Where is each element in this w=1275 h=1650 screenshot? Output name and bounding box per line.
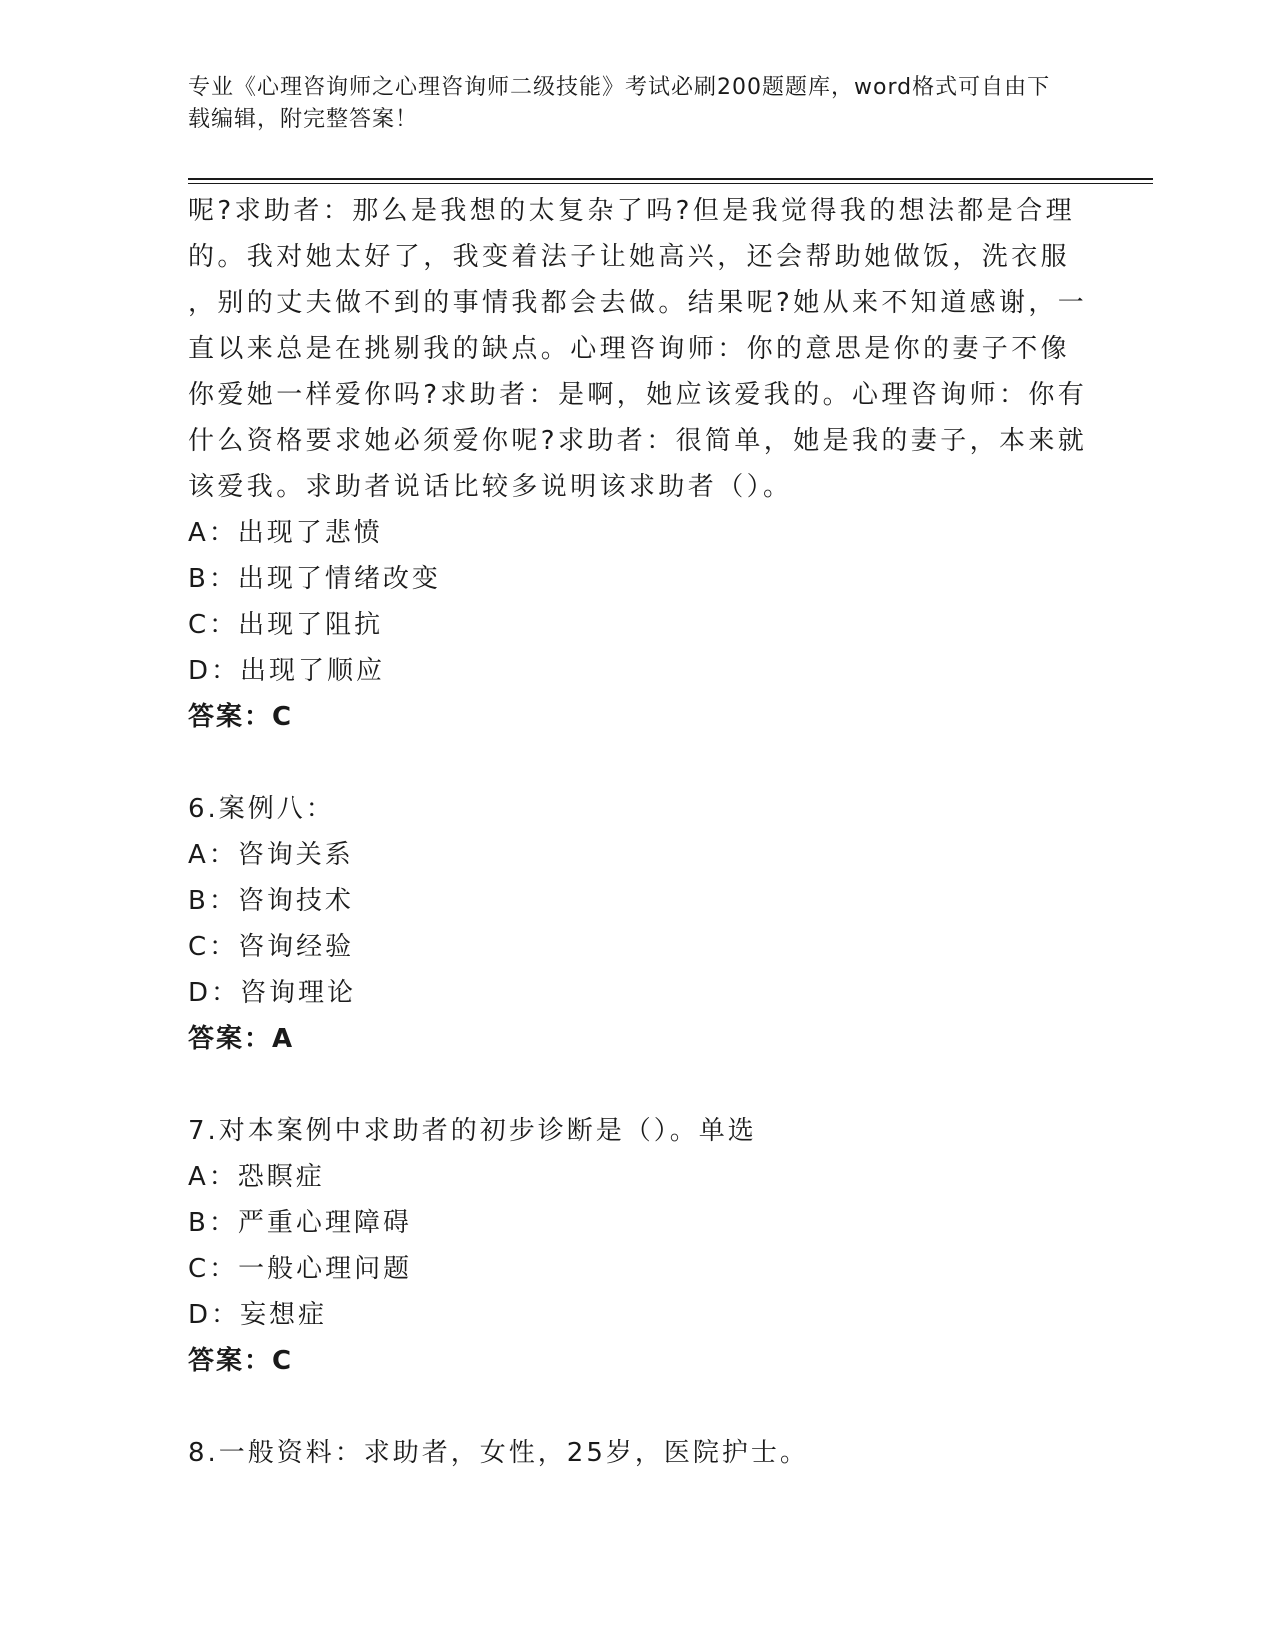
option-d: D：咨询理论 xyxy=(188,978,357,1008)
passage-line: 什么资格要求她必须爱你呢?求助者：很简单，她是我的妻子，本来就 xyxy=(188,426,1088,456)
question-6 xyxy=(188,786,1078,1062)
option-d: D：出现了顺应 xyxy=(188,656,386,686)
header-rule-thick xyxy=(188,178,1153,180)
question-7 xyxy=(188,1108,1078,1384)
option-d: D：妄想症 xyxy=(188,1300,328,1330)
spacer xyxy=(188,1062,1078,1108)
spacer xyxy=(188,1384,1078,1430)
option-c: C：咨询经验 xyxy=(188,932,355,962)
option-b: B：出现了情绪改变 xyxy=(188,564,441,594)
option-a: A：咨询关系 xyxy=(188,840,354,870)
option-a: A：出现了悲愤 xyxy=(188,518,383,548)
passage-line: 直以来总是在挑剔我的缺点。心理咨询师：你的意思是你的妻子不像 xyxy=(188,334,1071,364)
question-title: 8.一般资料：求助者，女性，25岁，医院护士。 xyxy=(188,1438,809,1468)
question-title: 7.对本案例中求助者的初步诊断是（）。单选 xyxy=(188,1116,757,1146)
option-b: B：严重心理障碍 xyxy=(188,1208,412,1238)
option-a: A：恐瞑症 xyxy=(188,1162,325,1192)
spacer xyxy=(188,740,1078,786)
answer-label: 答案：C xyxy=(188,1346,294,1376)
passage-line: ，别的丈夫做不到的事情我都会去做。结果呢?她从来不知道感谢，一 xyxy=(188,288,1088,318)
question-title: 6.案例八： xyxy=(188,794,335,824)
passage-line: 呢?求助者：那么是我想的太复杂了吗?但是我觉得我的想法都是合理 xyxy=(188,196,1076,226)
document-header: 专业《心理咨询师之心理咨询师二级技能》考试必刷200题题库，word格式可自由下载编辑，附完整答案！ xyxy=(188,75,1051,132)
answer-label: 答案：A xyxy=(188,1024,295,1054)
document-body xyxy=(188,188,1088,1476)
passage-line: 的。我对她太好了，我变着法子让她高兴，还会帮助她做饭，洗衣服 xyxy=(188,242,1071,272)
passage-line: 该爱我。求助者说话比较多说明该求助者（）。 xyxy=(188,472,793,502)
option-c: C：一般心理问题 xyxy=(188,1254,413,1284)
header-rule-thin xyxy=(188,183,1153,184)
option-b: B：咨询技术 xyxy=(188,886,354,916)
question-5-passage xyxy=(188,188,1088,740)
passage-line: 你爱她一样爱你吗?求助者：是啊，她应该爱我的。心理咨询师：你有 xyxy=(188,380,1088,410)
answer-label: 答案：C xyxy=(188,702,294,732)
question-8 xyxy=(188,1430,1078,1476)
option-c: C：出现了阻抗 xyxy=(188,610,384,640)
